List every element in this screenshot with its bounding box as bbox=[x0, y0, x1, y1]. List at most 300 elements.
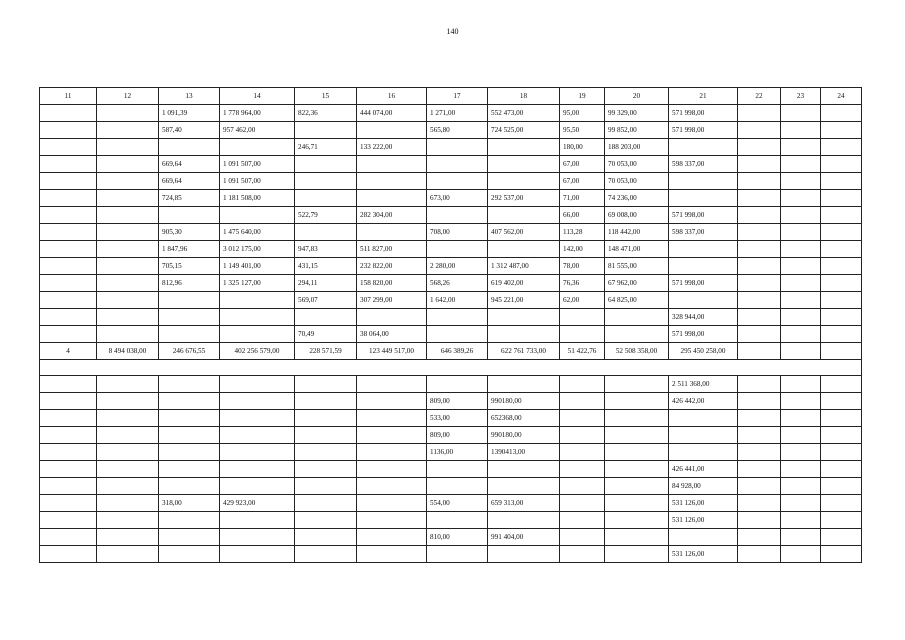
table-cell: 3 012 175,00 bbox=[220, 241, 295, 258]
table-cell bbox=[781, 393, 821, 410]
table-cell: 646 389,26 bbox=[427, 343, 488, 360]
table-cell: 70 053,00 bbox=[605, 173, 669, 190]
table-cell: 328 944,00 bbox=[669, 309, 738, 326]
table-cell bbox=[159, 478, 220, 495]
table-cell: 669,64 bbox=[159, 156, 220, 173]
table-cell: 991 404,00 bbox=[488, 529, 560, 546]
table-cell: 533,00 bbox=[427, 410, 488, 427]
table-cell bbox=[40, 393, 97, 410]
table-cell bbox=[821, 173, 862, 190]
table-cell bbox=[159, 546, 220, 563]
table-cell bbox=[159, 376, 220, 393]
table-cell: 571 998,00 bbox=[669, 122, 738, 139]
table-cell: 571 998,00 bbox=[669, 105, 738, 122]
table-cell bbox=[427, 207, 488, 224]
table-cell: 554,00 bbox=[427, 495, 488, 512]
table-row bbox=[40, 512, 862, 529]
table-row bbox=[40, 495, 862, 512]
table-cell: 426 441,00 bbox=[669, 461, 738, 478]
table-cell bbox=[220, 427, 295, 444]
table-cell: 13 bbox=[159, 88, 220, 105]
table-cell bbox=[605, 546, 669, 563]
table-cell: 708,00 bbox=[427, 224, 488, 241]
table-cell bbox=[781, 376, 821, 393]
table-cell: 673,00 bbox=[427, 190, 488, 207]
table-cell bbox=[821, 139, 862, 156]
table-cell bbox=[781, 529, 821, 546]
table-cell bbox=[40, 139, 97, 156]
table-cell bbox=[821, 275, 862, 292]
table-cell bbox=[97, 376, 159, 393]
table-cell bbox=[427, 241, 488, 258]
table-cell: 809,00 bbox=[427, 427, 488, 444]
table-cell: 307 299,00 bbox=[357, 292, 427, 309]
table-cell: 724 525,00 bbox=[488, 122, 560, 139]
table-cell bbox=[821, 156, 862, 173]
table-cell bbox=[295, 173, 357, 190]
table-cell: 118 442,00 bbox=[605, 224, 669, 241]
table-cell: 1 271,00 bbox=[427, 105, 488, 122]
table-cell bbox=[560, 309, 605, 326]
table-cell bbox=[669, 173, 738, 190]
table-cell bbox=[821, 529, 862, 546]
table-cell: 598 337,00 bbox=[669, 224, 738, 241]
table-cell bbox=[738, 495, 781, 512]
table-cell bbox=[97, 309, 159, 326]
table-cell bbox=[295, 309, 357, 326]
table-cell: 1 642,00 bbox=[427, 292, 488, 309]
table-cell bbox=[427, 512, 488, 529]
table-row bbox=[40, 478, 862, 495]
page-number: 140 bbox=[446, 27, 459, 36]
table-cell bbox=[357, 376, 427, 393]
table-cell: 246,71 bbox=[295, 139, 357, 156]
table-cell bbox=[97, 512, 159, 529]
table-cell bbox=[159, 410, 220, 427]
table-cell bbox=[605, 478, 669, 495]
table-cell bbox=[220, 207, 295, 224]
table-cell bbox=[97, 224, 159, 241]
table-cell: 78,00 bbox=[560, 258, 605, 275]
table-cell bbox=[605, 427, 669, 444]
table-cell: 1 091 507,00 bbox=[220, 173, 295, 190]
table-cell bbox=[669, 529, 738, 546]
table-cell bbox=[738, 224, 781, 241]
table-cell bbox=[488, 309, 560, 326]
table-cell: 84 928,00 bbox=[669, 478, 738, 495]
table-cell bbox=[781, 292, 821, 309]
table-cell: 990180,00 bbox=[488, 427, 560, 444]
table-cell: 292 537,00 bbox=[488, 190, 560, 207]
table-cell bbox=[605, 529, 669, 546]
table-cell bbox=[220, 461, 295, 478]
table-cell bbox=[669, 241, 738, 258]
table-cell: 21 bbox=[669, 88, 738, 105]
table-cell bbox=[40, 173, 97, 190]
table-row bbox=[40, 376, 862, 393]
table-cell bbox=[560, 495, 605, 512]
table-row bbox=[40, 410, 862, 427]
table-cell: 1 149 401,00 bbox=[220, 258, 295, 275]
table-cell bbox=[738, 207, 781, 224]
table-cell bbox=[738, 343, 781, 360]
table-cell bbox=[40, 529, 97, 546]
table-row bbox=[40, 292, 862, 309]
table-cell: 20 bbox=[605, 88, 669, 105]
table-cell: 905,30 bbox=[159, 224, 220, 241]
table-cell bbox=[97, 326, 159, 343]
table-cell bbox=[821, 461, 862, 478]
table-cell bbox=[738, 241, 781, 258]
table-cell bbox=[738, 258, 781, 275]
table-cell bbox=[40, 105, 97, 122]
table-cell: 587,40 bbox=[159, 122, 220, 139]
table-cell bbox=[605, 393, 669, 410]
table-cell bbox=[295, 546, 357, 563]
table-cell: 990180,00 bbox=[488, 393, 560, 410]
table-cell bbox=[220, 376, 295, 393]
table-cell bbox=[295, 461, 357, 478]
table-cell bbox=[821, 393, 862, 410]
table-cell: 1390413,00 bbox=[488, 444, 560, 461]
table-cell bbox=[357, 190, 427, 207]
table-cell bbox=[357, 309, 427, 326]
table-cell bbox=[781, 512, 821, 529]
table-cell: 64 825,00 bbox=[605, 292, 669, 309]
table-cell bbox=[738, 292, 781, 309]
table-cell bbox=[821, 309, 862, 326]
table-cell: 622 761 733,00 bbox=[488, 343, 560, 360]
table-cell bbox=[488, 461, 560, 478]
table-cell bbox=[738, 444, 781, 461]
table-cell: 123 449 517,00 bbox=[357, 343, 427, 360]
table-cell: 552 473,00 bbox=[488, 105, 560, 122]
table-cell: 1 778 964,00 bbox=[220, 105, 295, 122]
table-row bbox=[40, 461, 862, 478]
table-cell bbox=[605, 512, 669, 529]
table-cell bbox=[821, 343, 862, 360]
table-cell bbox=[738, 190, 781, 207]
table-cell: 67 962,00 bbox=[605, 275, 669, 292]
table-cell bbox=[781, 224, 821, 241]
table-row bbox=[40, 326, 862, 343]
table-row bbox=[40, 275, 862, 292]
table-cell bbox=[605, 376, 669, 393]
table-cell bbox=[295, 427, 357, 444]
table-cell: 957 462,00 bbox=[220, 122, 295, 139]
table-cell bbox=[40, 444, 97, 461]
table-cell bbox=[781, 495, 821, 512]
table-cell bbox=[97, 529, 159, 546]
table-cell: 565,80 bbox=[427, 122, 488, 139]
table-cell bbox=[488, 376, 560, 393]
table-cell bbox=[821, 495, 862, 512]
table-cell bbox=[357, 156, 427, 173]
table-cell bbox=[738, 410, 781, 427]
total-row bbox=[40, 343, 862, 360]
table-cell bbox=[781, 258, 821, 275]
table-cell bbox=[427, 546, 488, 563]
table-cell: 295 450 258,00 bbox=[669, 343, 738, 360]
table-cell bbox=[605, 326, 669, 343]
table-cell bbox=[159, 326, 220, 343]
table-cell bbox=[97, 156, 159, 173]
table-cell bbox=[97, 393, 159, 410]
table-cell bbox=[669, 410, 738, 427]
table-cell bbox=[821, 410, 862, 427]
table-cell bbox=[821, 241, 862, 258]
table-cell bbox=[357, 393, 427, 410]
table-cell bbox=[781, 309, 821, 326]
table-cell bbox=[738, 156, 781, 173]
table-cell bbox=[427, 156, 488, 173]
table-cell: 531 126,00 bbox=[669, 495, 738, 512]
table-cell: 1 325 127,00 bbox=[220, 275, 295, 292]
table-cell: 62,00 bbox=[560, 292, 605, 309]
table-cell bbox=[781, 241, 821, 258]
table-cell: 133 222,00 bbox=[357, 139, 427, 156]
table-cell bbox=[738, 105, 781, 122]
table-cell bbox=[427, 309, 488, 326]
table-cell bbox=[560, 410, 605, 427]
table-cell bbox=[560, 512, 605, 529]
table-cell: 2 511 368,00 bbox=[669, 376, 738, 393]
table-cell bbox=[821, 427, 862, 444]
table-cell bbox=[781, 139, 821, 156]
table-cell: 318,00 bbox=[159, 495, 220, 512]
table-cell bbox=[781, 546, 821, 563]
table-cell bbox=[669, 139, 738, 156]
table-cell bbox=[97, 546, 159, 563]
table-row bbox=[40, 156, 862, 173]
table-cell bbox=[488, 156, 560, 173]
table-row bbox=[40, 173, 862, 190]
table-cell: 619 402,00 bbox=[488, 275, 560, 292]
table-cell: 669,64 bbox=[159, 173, 220, 190]
table-cell bbox=[821, 105, 862, 122]
table-cell bbox=[40, 410, 97, 427]
table-cell bbox=[40, 495, 97, 512]
table-cell: 95,50 bbox=[560, 122, 605, 139]
table-cell bbox=[220, 292, 295, 309]
table-cell bbox=[821, 207, 862, 224]
table-cell: 4 bbox=[40, 343, 97, 360]
table-cell bbox=[427, 173, 488, 190]
table-row bbox=[40, 207, 862, 224]
table-cell bbox=[669, 427, 738, 444]
table-cell bbox=[295, 444, 357, 461]
table-cell: 1136,00 bbox=[427, 444, 488, 461]
table-cell: 812,96 bbox=[159, 275, 220, 292]
table-cell: 14 bbox=[220, 88, 295, 105]
separator-row bbox=[40, 360, 862, 376]
table-cell bbox=[40, 241, 97, 258]
table-cell: 99 852,00 bbox=[605, 122, 669, 139]
table-cell: 11 bbox=[40, 88, 97, 105]
table-cell: 228 571,59 bbox=[295, 343, 357, 360]
table-cell: 809,00 bbox=[427, 393, 488, 410]
table-cell bbox=[357, 410, 427, 427]
table-cell bbox=[605, 309, 669, 326]
table-cell bbox=[40, 292, 97, 309]
table-cell bbox=[488, 478, 560, 495]
table-cell: 148 471,00 bbox=[605, 241, 669, 258]
table-row bbox=[40, 258, 862, 275]
table-cell bbox=[159, 444, 220, 461]
table-cell bbox=[821, 224, 862, 241]
table-cell bbox=[427, 139, 488, 156]
table-cell bbox=[40, 512, 97, 529]
table-cell bbox=[40, 190, 97, 207]
table-cell bbox=[295, 410, 357, 427]
header-row bbox=[40, 88, 862, 105]
table-row bbox=[40, 241, 862, 258]
table-cell bbox=[295, 122, 357, 139]
table-cell: 431,15 bbox=[295, 258, 357, 275]
table-cell bbox=[97, 105, 159, 122]
data-table bbox=[39, 87, 862, 563]
table-cell: 70,49 bbox=[295, 326, 357, 343]
table-cell bbox=[821, 190, 862, 207]
table-cell: 66,00 bbox=[560, 207, 605, 224]
table-row bbox=[40, 546, 862, 563]
table-cell bbox=[295, 512, 357, 529]
table-cell: 71,00 bbox=[560, 190, 605, 207]
table-cell bbox=[669, 292, 738, 309]
table-cell: 22 bbox=[738, 88, 781, 105]
table-cell: 158 820,00 bbox=[357, 275, 427, 292]
table-cell bbox=[40, 546, 97, 563]
table-cell: 568,26 bbox=[427, 275, 488, 292]
table-cell: 402 256 579,00 bbox=[220, 343, 295, 360]
table-cell bbox=[605, 461, 669, 478]
table-cell: 571 998,00 bbox=[669, 207, 738, 224]
table-cell bbox=[560, 461, 605, 478]
table-cell bbox=[488, 546, 560, 563]
table-cell: 1 091,39 bbox=[159, 105, 220, 122]
table-cell bbox=[357, 173, 427, 190]
table-row bbox=[40, 444, 862, 461]
table-cell bbox=[738, 393, 781, 410]
table-cell bbox=[488, 207, 560, 224]
table-cell: 598 337,00 bbox=[669, 156, 738, 173]
table-cell bbox=[821, 292, 862, 309]
table-cell bbox=[357, 512, 427, 529]
table-cell bbox=[40, 427, 97, 444]
table-cell: 724,85 bbox=[159, 190, 220, 207]
table-cell: 294,11 bbox=[295, 275, 357, 292]
table-cell: 67,00 bbox=[560, 173, 605, 190]
table-cell bbox=[560, 326, 605, 343]
table-cell: 947,83 bbox=[295, 241, 357, 258]
table-cell bbox=[40, 156, 97, 173]
table-cell: 180,00 bbox=[560, 139, 605, 156]
table-row bbox=[40, 224, 862, 241]
table-cell bbox=[781, 275, 821, 292]
table-cell bbox=[488, 139, 560, 156]
table-cell bbox=[738, 427, 781, 444]
table-cell: 429 923,00 bbox=[220, 495, 295, 512]
table-cell bbox=[40, 376, 97, 393]
table-cell: 246 676,55 bbox=[159, 343, 220, 360]
table-cell bbox=[220, 478, 295, 495]
table-cell: 76,36 bbox=[560, 275, 605, 292]
table-cell: 188 203,00 bbox=[605, 139, 669, 156]
table-cell bbox=[781, 343, 821, 360]
table-cell bbox=[40, 478, 97, 495]
table-cell bbox=[357, 444, 427, 461]
table-cell bbox=[159, 139, 220, 156]
table-cell: 1 312 487,00 bbox=[488, 258, 560, 275]
table-cell bbox=[220, 393, 295, 410]
table-cell bbox=[821, 326, 862, 343]
table-cell bbox=[738, 512, 781, 529]
table-cell: 522,79 bbox=[295, 207, 357, 224]
table-cell bbox=[357, 546, 427, 563]
table-cell bbox=[40, 309, 97, 326]
table-cell bbox=[605, 495, 669, 512]
table-cell: 531 126,00 bbox=[669, 546, 738, 563]
table-cell bbox=[738, 139, 781, 156]
table-body bbox=[40, 88, 862, 563]
table-cell: 51 422,76 bbox=[560, 343, 605, 360]
table-cell bbox=[821, 444, 862, 461]
table-cell bbox=[821, 478, 862, 495]
table-cell bbox=[97, 173, 159, 190]
table-cell: 2 280,00 bbox=[427, 258, 488, 275]
table-cell bbox=[159, 461, 220, 478]
table-cell bbox=[159, 427, 220, 444]
table-cell bbox=[97, 495, 159, 512]
table-cell bbox=[669, 190, 738, 207]
table-cell bbox=[669, 444, 738, 461]
table-cell: 444 074,00 bbox=[357, 105, 427, 122]
table-cell bbox=[781, 461, 821, 478]
table-cell bbox=[781, 156, 821, 173]
table-cell bbox=[220, 410, 295, 427]
table-cell bbox=[295, 376, 357, 393]
table-cell bbox=[40, 224, 97, 241]
table-cell bbox=[97, 427, 159, 444]
table-cell bbox=[357, 427, 427, 444]
table-cell: 945 221,00 bbox=[488, 292, 560, 309]
table-cell bbox=[357, 224, 427, 241]
table-cell bbox=[821, 122, 862, 139]
table-row bbox=[40, 309, 862, 326]
table-cell bbox=[97, 444, 159, 461]
table-cell bbox=[220, 309, 295, 326]
table-cell bbox=[97, 241, 159, 258]
table-cell: 113,28 bbox=[560, 224, 605, 241]
table-cell bbox=[669, 258, 738, 275]
table-cell bbox=[605, 444, 669, 461]
table-cell bbox=[159, 309, 220, 326]
table-cell bbox=[738, 122, 781, 139]
table-cell: 24 bbox=[821, 88, 862, 105]
table-cell bbox=[488, 512, 560, 529]
table-cell: 17 bbox=[427, 88, 488, 105]
table-cell bbox=[781, 122, 821, 139]
table-cell bbox=[40, 207, 97, 224]
table-cell: 571 998,00 bbox=[669, 275, 738, 292]
table-cell bbox=[295, 190, 357, 207]
table-cell bbox=[295, 393, 357, 410]
table-cell: 659 313,00 bbox=[488, 495, 560, 512]
table-cell: 1 847,96 bbox=[159, 241, 220, 258]
table-cell bbox=[738, 376, 781, 393]
table-cell bbox=[220, 139, 295, 156]
table-cell bbox=[488, 326, 560, 343]
